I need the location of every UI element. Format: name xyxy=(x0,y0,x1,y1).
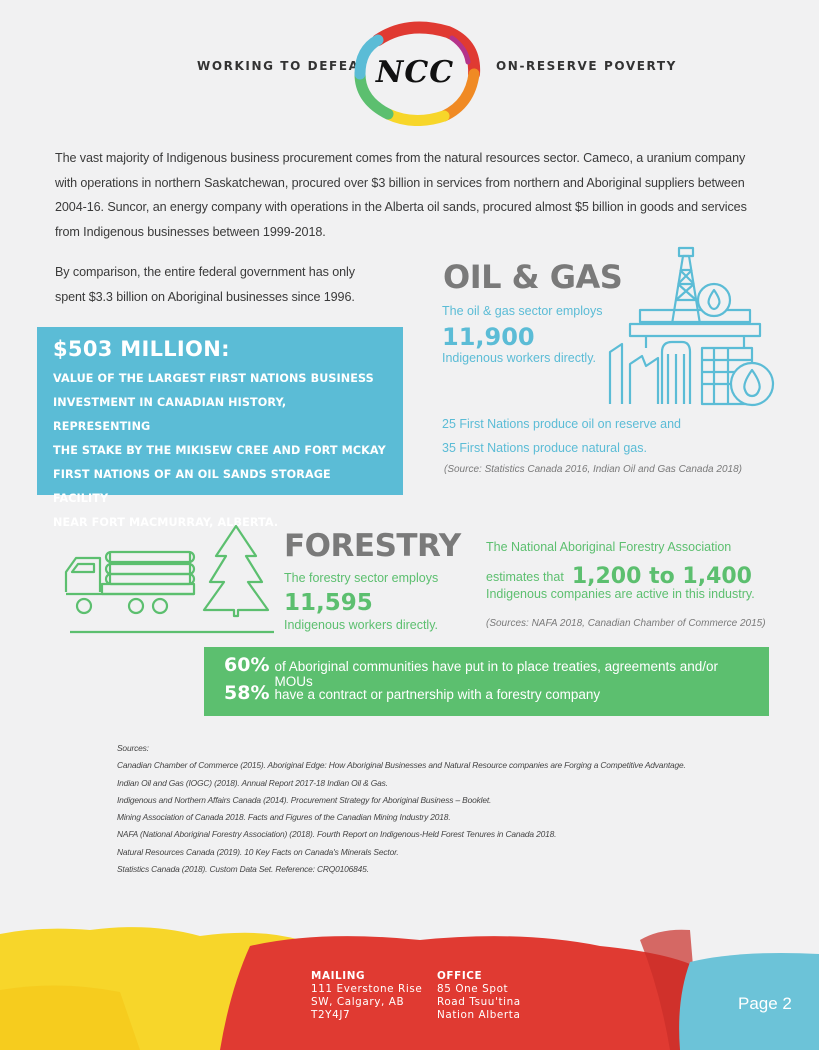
oil-gas-subtitle: The oil & gas sector employs xyxy=(442,304,603,318)
yellow-shade-stroke xyxy=(0,985,140,1050)
pine-tree-icon xyxy=(204,526,268,616)
stat-text: of Aboriginal communities have put in to place treaties, agreements and/or MOUs xyxy=(274,659,718,689)
forestry-source: (Sources: NAFA 2018, Canadian Chamber of Commerce 2015) xyxy=(486,618,766,629)
oil-gas-title: OIL & GAS xyxy=(443,258,623,296)
sources-list xyxy=(117,740,686,878)
oil-gas-subtitle-2: Indigenous workers directly. xyxy=(442,351,597,365)
nafa-range-to: to xyxy=(649,564,675,589)
sources-heading: Sources: xyxy=(117,743,149,753)
nafa-line-1: The National Aboriginal Forestry Association xyxy=(486,540,732,554)
forestry-subtitle: The forestry sector employs xyxy=(284,571,439,585)
oil-rig-icon xyxy=(630,248,760,348)
address-line: SW, Calgary, AB xyxy=(311,996,405,1008)
source-item: NAFA (National Aboriginal Forestry Association) (2018). Fourth Report on Indigenous-Held Forest Tenures in Canada 2018. xyxy=(117,829,557,840)
text-line: with operations in northern Saskatchewan, procured over $3 billion in services from northern and Aboriginal suppliers between xyxy=(55,175,745,190)
address-line: T2Y4J7 xyxy=(311,1009,351,1021)
nafa-range-high: 1,400 xyxy=(682,564,752,589)
oil-gas-illustration xyxy=(606,244,776,410)
address-line: Road Tsuu'tina xyxy=(437,996,521,1008)
office-label: OFFICE xyxy=(437,970,483,982)
text-line: 2004-16. Suncor, an energy company with operations in the Alberta oil sands, procured almost $5 billion in goods and services xyxy=(55,200,747,214)
oil-gas-source: (Source: Statistics Canada 2016, Indian Oil and Gas Canada 2018) xyxy=(444,464,742,475)
text-line: VALUE OF THE LARGEST FIRST NATIONS BUSINESS xyxy=(53,372,374,385)
nafa-line-3: Indigenous companies are active in this industry. xyxy=(486,587,755,601)
source-item: Canadian Chamber of Commerce (2015). Aboriginal Edge: How Aboriginal Businesses and Natural Resource companies are Forging a Competitive Advantage. xyxy=(117,760,686,771)
page-number: Page 2 xyxy=(738,994,792,1013)
oil-note-line-2: 35 First Nations produce natural gas. xyxy=(442,441,647,455)
forestry-workers-number: 11,595 xyxy=(284,590,373,616)
text-line: NEAR FORT MACMURRAY, ALBERTA. xyxy=(53,516,279,529)
address-line: 85 One Spot xyxy=(437,983,509,995)
intro-paragraph xyxy=(55,146,775,244)
stat-row xyxy=(224,654,749,689)
header-left-text: WORKING TO DEFEAT xyxy=(197,59,369,73)
callout-headline: $503 MILLION: xyxy=(53,337,230,361)
oil-drop-icon xyxy=(731,363,773,405)
mailing-label: MAILING xyxy=(311,970,366,982)
text-line: By comparison, the entire federal government has only xyxy=(55,265,355,279)
source-item: Natural Resources Canada (2019). 10 Key Facts on Canada's Minerals Sector. xyxy=(117,846,399,857)
source-item: Statistics Canada (2018). Custom Data Set. Reference: CRQ0106845. xyxy=(117,864,369,875)
oil-note-line-1: 25 First Nations produce oil on reserve and xyxy=(442,417,682,431)
text-line: FIRST NATIONS OF AN OIL SANDS STORAGE FACILITY xyxy=(53,468,331,505)
forestry-illustration xyxy=(64,522,276,640)
logo-text: NCC xyxy=(375,54,455,90)
nafa-range xyxy=(572,564,752,589)
text-line: INVESTMENT IN CANADIAN HISTORY, REPRESENTING xyxy=(53,396,287,433)
forestry-stats-callout xyxy=(204,647,769,716)
office-address xyxy=(437,970,521,1022)
stat-percent: 60% xyxy=(224,654,270,676)
stat-percent: 58% xyxy=(224,682,270,704)
nafa-line-2 xyxy=(486,562,752,587)
address-line: Nation Alberta xyxy=(437,1009,521,1021)
stat-text: have a contract or partnership with a forestry company xyxy=(274,687,601,702)
header-right-text: ON-RESERVE POVERTY xyxy=(496,59,677,73)
ncc-logo xyxy=(348,18,482,126)
oil-gas-workers-number: 11,900 xyxy=(442,323,535,351)
address-line: 111 Everstone Rise xyxy=(311,983,423,995)
refinery-icon xyxy=(610,342,752,404)
forestry-title: FORESTRY xyxy=(284,528,461,564)
source-item: Indigenous and Northern Affairs Canada (2014). Procurement Strategy for Aboriginal Business – Booklet. xyxy=(117,794,492,805)
comparison-paragraph xyxy=(55,260,385,309)
source-item: Indian Oil and Gas (IOGC) (2018). Annual Report 2017-18 Indian Oil & Gas. xyxy=(117,777,388,788)
text-line: THE STAKE BY THE MIKISEW CREE AND FORT MCKAY xyxy=(53,444,386,457)
nafa-range-low: 1,200 xyxy=(571,564,642,589)
text-line: from Indigenous businesses between 1999-2018. xyxy=(55,224,326,239)
text-line: spent $3.3 billion on Aboriginal businesses since 1996. xyxy=(55,289,355,304)
logging-truck-icon xyxy=(66,552,194,613)
mailing-address xyxy=(311,970,422,1022)
callout-description xyxy=(53,367,387,535)
investment-callout xyxy=(37,327,403,529)
nafa-estimate-text: estimates that xyxy=(486,570,564,584)
source-item: Mining Association of Canada 2018. Facts and Figures of the Canadian Mining Industry 2018. xyxy=(117,812,451,823)
forestry-subtitle-2: Indigenous workers directly. xyxy=(284,618,439,632)
oil-drop-icon xyxy=(698,284,730,316)
text-line: The vast majority of Indigenous business procurement comes from the natural resources sector. Cameco, a uranium company xyxy=(55,151,746,165)
